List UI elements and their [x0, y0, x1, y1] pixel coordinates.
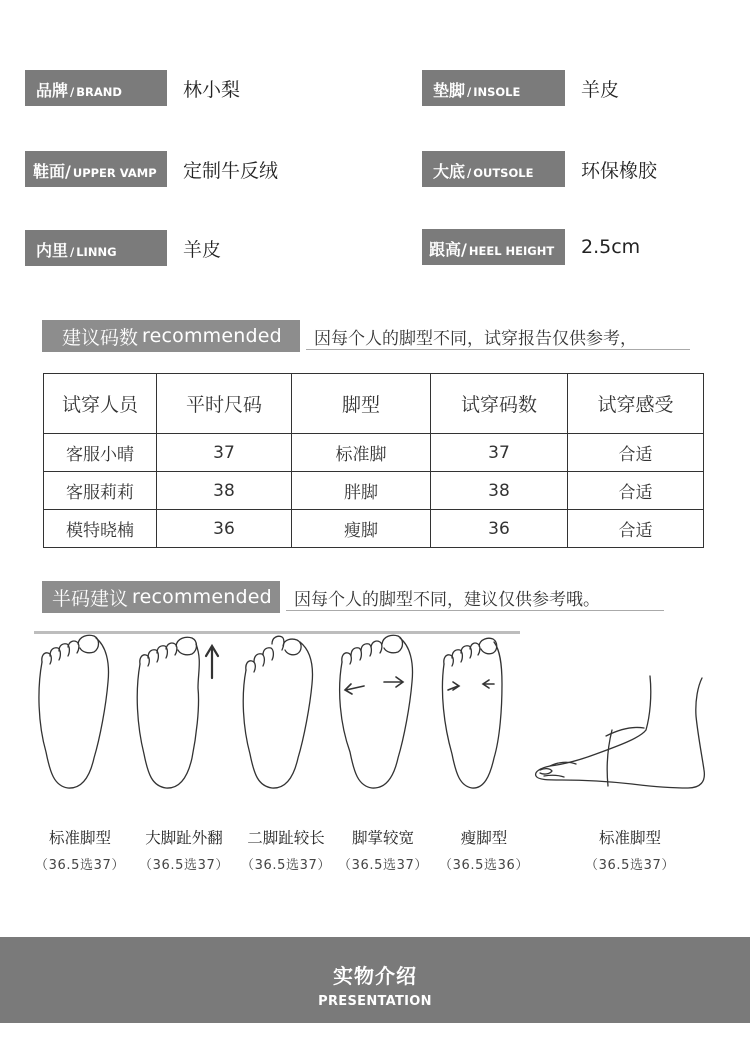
spec-upper-label — [25, 151, 167, 187]
table-cell: 36 — [431, 510, 568, 548]
slash: / — [70, 85, 75, 99]
spec-upper — [25, 151, 278, 187]
foot-caption-sub: （36.5选37） — [241, 858, 331, 873]
table-header: 试穿人员 — [44, 374, 157, 434]
outsole-value: 环保橡胶 — [581, 159, 658, 182]
spec-insole — [422, 70, 619, 106]
table-header: 脚型 — [292, 374, 431, 434]
spec-brand — [25, 70, 240, 106]
presentation-title-en: PRESENTATION — [318, 994, 432, 1009]
foot-caption-sub: （36.5选37） — [338, 858, 428, 873]
foot-caption-title: 二脚趾较长 — [247, 829, 325, 847]
long-second-toe-foot-icon — [238, 634, 318, 798]
narrow-foot-icon — [438, 634, 518, 798]
heel-label-en: HEEL HEIGHT — [468, 244, 555, 258]
table-header: 试穿码数 — [431, 374, 568, 434]
foot-caption-sub: （36.5选36） — [439, 858, 529, 873]
table-header: 平时尺码 — [157, 374, 292, 434]
size-section-zh: 建议码数 — [62, 326, 139, 349]
table-cell: 模特晓楠 — [44, 510, 157, 548]
table-header-row — [44, 374, 704, 434]
outsole-label-en: OUTSOLE — [473, 166, 534, 180]
foot-caption — [429, 826, 539, 873]
table-row — [44, 434, 704, 472]
table-cell: 36 — [157, 510, 292, 548]
spec-lining-label — [25, 230, 167, 266]
spec-outsole — [422, 151, 657, 187]
half-size-section-zh: 半码建议 — [52, 587, 129, 610]
foot-caption-title: 瘦脚型 — [460, 829, 508, 847]
foot-caption-title: 脚掌较宽 — [351, 829, 414, 847]
foot-caption — [231, 826, 341, 873]
size-section-note: 因每个人的脚型不同，试穿报告仅供参考， — [300, 320, 690, 352]
size-section-en: recommended — [142, 325, 282, 347]
spec-heel — [422, 229, 640, 265]
spec-outsole-label — [422, 151, 565, 187]
bunion-foot-icon — [132, 634, 232, 798]
table-cell: 合适 — [568, 510, 704, 548]
table-cell: 合适 — [568, 472, 704, 510]
foot-caption-sub: （36.5选37） — [35, 858, 125, 873]
outsole-label-zh: 大底 — [433, 162, 466, 181]
presentation-banner — [0, 937, 750, 1023]
table-cell: 客服小晴 — [44, 434, 157, 472]
table-cell: 瘦脚 — [292, 510, 431, 548]
size-section-title — [42, 320, 300, 352]
side-foot-icon — [528, 676, 718, 810]
table-cell: 胖脚 — [292, 472, 431, 510]
fit-table — [43, 373, 704, 548]
foot-caption-title: 大脚趾外翻 — [145, 829, 223, 847]
table-cell: 标准脚 — [292, 434, 431, 472]
upper-label-zh: 鞋面/ — [33, 162, 71, 181]
insole-label-en: INSOLE — [473, 85, 521, 99]
lining-value: 羊皮 — [183, 238, 222, 261]
spec-brand-label — [25, 70, 167, 106]
half-size-section-note: 因每个人的脚型不同，建议仅供参考哦。 — [280, 581, 664, 613]
foot-caption — [129, 826, 239, 873]
foot-caption — [328, 826, 438, 873]
brand-label-zh: 品牌 — [36, 81, 69, 100]
upper-label-en: UPPER VAMP — [72, 166, 157, 180]
standard-foot-icon — [34, 634, 114, 798]
half-size-section-header — [42, 581, 664, 613]
upper-value: 定制牛反绒 — [183, 159, 279, 182]
lining-label-en: LINNG — [76, 245, 117, 259]
presentation-title-zh: 实物介绍 — [333, 964, 417, 988]
foot-caption — [25, 826, 135, 873]
heel-value: 2.5cm — [581, 236, 641, 258]
foot-caption-title: 标准脚型 — [48, 829, 111, 847]
heel-label-zh: 跟高/ — [429, 240, 467, 259]
table-cell: 37 — [431, 434, 568, 472]
spec-lining — [25, 230, 221, 266]
table-cell: 客服莉莉 — [44, 472, 157, 510]
table-cell: 合适 — [568, 434, 704, 472]
table-header: 试穿感受 — [568, 374, 704, 434]
slash: / — [70, 245, 75, 259]
table-row — [44, 510, 704, 548]
slash: / — [467, 85, 472, 99]
insole-label-zh: 垫脚 — [433, 81, 466, 100]
foot-caption-sub: （36.5选37） — [585, 858, 675, 873]
table-cell: 38 — [431, 472, 568, 510]
table-row — [44, 472, 704, 510]
insole-value: 羊皮 — [581, 78, 620, 101]
wide-foot-icon — [336, 634, 416, 798]
half-size-section-en: recommended — [132, 586, 272, 608]
lining-label-zh: 内里 — [36, 241, 69, 260]
spec-insole-label — [422, 70, 565, 106]
table-cell: 37 — [157, 434, 292, 472]
brand-value: 林小梨 — [183, 78, 241, 101]
table-cell: 38 — [157, 472, 292, 510]
foot-caption — [575, 826, 685, 873]
foot-caption-sub: （36.5选37） — [139, 858, 229, 873]
slash: / — [467, 166, 472, 180]
half-size-section-title — [42, 581, 280, 613]
brand-label-en: BRAND — [76, 85, 122, 99]
foot-caption-title: 标准脚型 — [598, 829, 661, 847]
size-section-header — [42, 320, 690, 352]
spec-heel-label — [422, 229, 565, 265]
